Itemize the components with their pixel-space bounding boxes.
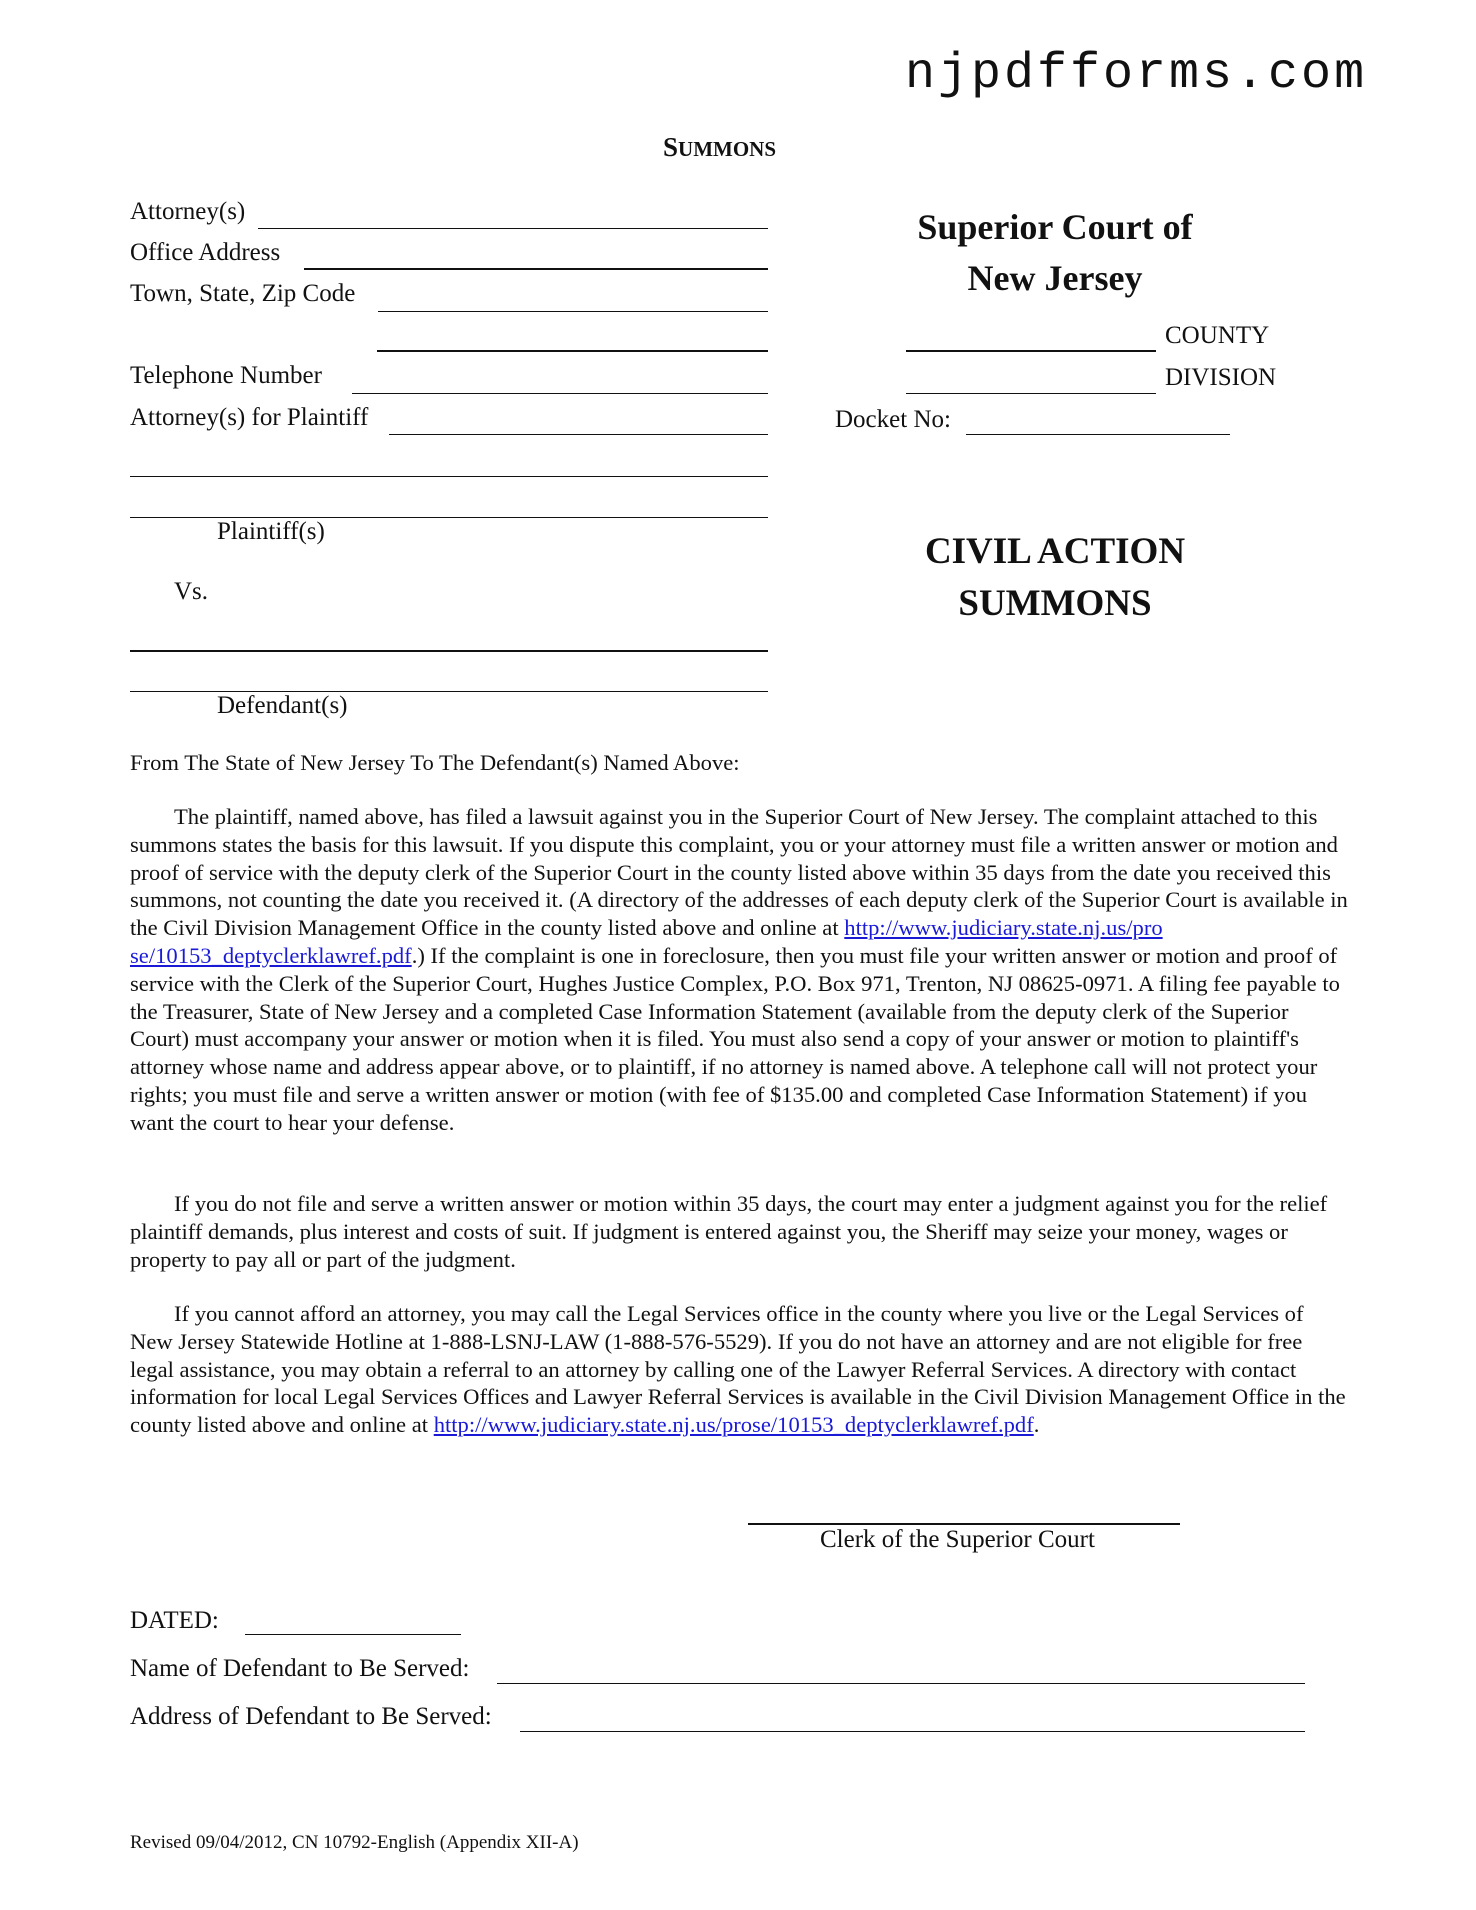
revision-footer: Revised 09/04/2012, CN 10792-English (Appendix XII-A): [130, 1832, 579, 1853]
attorney-for-plaintiff-input-line[interactable]: [389, 434, 768, 435]
plaintiff-label: Plaintiff(s): [217, 518, 325, 545]
civil-action-title-line2: SUMMONS: [958, 583, 1152, 624]
office-address-label: Office Address: [130, 239, 281, 266]
docket-label: Docket No:: [835, 406, 951, 433]
telephone-input-line[interactable]: [352, 393, 768, 394]
court-name-line2: New Jersey: [967, 258, 1143, 298]
defendant-address-served-input-line[interactable]: [520, 1731, 1305, 1732]
vs-label: Vs.: [174, 578, 209, 605]
division-input-line[interactable]: [906, 393, 1156, 394]
plaintiff-name-line-1[interactable]: [130, 476, 768, 477]
defendant-name-served-input-line[interactable]: [497, 1683, 1305, 1684]
form-title-first-letter: S: [663, 132, 679, 162]
court-name-line1: Superior Court of: [917, 207, 1193, 247]
office-address-input-line[interactable]: [304, 268, 768, 270]
town-state-zip-input-line[interactable]: [378, 311, 768, 312]
clerk-label: Clerk of the Superior Court: [820, 1526, 1095, 1553]
directory-link-2[interactable]: http://www.judiciary.state.nj.us/prose/10153_deptyclerklawref.pdf: [433, 1412, 1034, 1438]
defendant-name-line-1[interactable]: [130, 650, 768, 652]
directory-link-1[interactable]: http://www.judiciary.state.nj.us/pro se/10153_deptyclerklawref.pdf: [130, 915, 1163, 968]
paragraph-2-text: If you do not file and serve a written answer or motion within 35 days, the court may enter a judgment against you for the relief plaintiff demands, plus interest and costs of suit. If judgment is entered against you, the Sheriff may seize your money, wages or property to pay all or part of the judgment.: [130, 1191, 1328, 1272]
defendant-address-served-label: Address of Defendant to Be Served:: [130, 1703, 492, 1730]
attorney-label: Attorney(s): [130, 198, 246, 225]
defendant-label: Defendant(s): [217, 692, 348, 719]
civil-action-title-line1: CIVIL ACTION: [924, 531, 1186, 572]
paragraph-2: [130, 1190, 1350, 1273]
attorney-for-plaintiff-label: Attorney(s) for Plaintiff: [130, 404, 369, 431]
telephone-label: Telephone Number: [130, 362, 322, 389]
division-label: DIVISION: [1165, 364, 1277, 391]
paragraph-1: [130, 803, 1350, 1137]
paragraph-1-text-a: The plaintiff, named above, has filed a lawsuit against you in the Superior Court of New Jersey. The complaint attached to this summons states the basis for this lawsuit. If you dispute this complaint, you or your attorney must file a written answer or motion and proof of service with the deputy clerk of the Superior Court in the county listed above within 35 days from the date you received this summons, not counting the date you received it. (A directory of the addresses of each deputy clerk of the Superior Court is available in the Civil Division Management Office in the county listed above and online at: [130, 804, 1348, 941]
docket-input-line[interactable]: [966, 434, 1230, 435]
county-input-line[interactable]: [906, 350, 1156, 352]
dated-label: DATED:: [130, 1607, 219, 1634]
clerk-signature-line[interactable]: [748, 1523, 1180, 1525]
paragraph-3-text-b: .: [1033, 1412, 1040, 1438]
county-label: COUNTY: [1165, 322, 1270, 349]
town-state-zip-label: Town, State, Zip Code: [130, 280, 356, 307]
attorney-input-line[interactable]: [258, 228, 768, 229]
paragraph-3: [130, 1300, 1350, 1439]
form-title: [663, 132, 776, 163]
address-extra-input-line[interactable]: [377, 350, 768, 352]
defendant-name-served-label: Name of Defendant to Be Served:: [130, 1655, 470, 1682]
paragraph-3-text-a: If you cannot afford an attorney, you may call the Legal Services office in the county where you live or the Legal Services of New Jersey Statewide Hotline at 1-888-LSNJ-LAW (1-888-576-5529). If you do not have an attorney and are not eligible for free legal assistance, you may obtain a referral to an attorney by calling one of the Lawyer Referral Services. A directory with contact information for local Legal Services Offices and Lawyer Referral Services is available in the Civil Division Management Office in the county listed above and online at: [130, 1301, 1346, 1438]
watermark-text: njpdfforms.com: [905, 46, 1368, 103]
form-title-rest: UMMONS: [678, 137, 777, 161]
paragraph-1-text-b: .) If the complaint is one in foreclosure, then you must file your written answer or motion and proof of service with the Clerk of the Superior Court, Hughes Justice Complex, P.O. Box 971, Trenton, NJ 08625-0971. A filing fee payable to the Treasurer, State of New Jersey and a completed Case Information Statement (available from the deputy clerk of the Superior Court) must accompany your answer or motion when it is filed. You must also send a copy of your answer or motion to plaintiff's attorney whose name and address appear above, or to plaintiff, if no attorney is named above. A telephone call will not protect your rights; you must file and serve a written answer or motion (with fee of $135.00 and completed Case Information Statement) if you want the court to hear your defense.: [130, 942, 1340, 1135]
greeting-text: From The State of New Jersey To The Defendant(s) Named Above:: [130, 750, 740, 775]
dated-input-line[interactable]: [245, 1634, 461, 1635]
